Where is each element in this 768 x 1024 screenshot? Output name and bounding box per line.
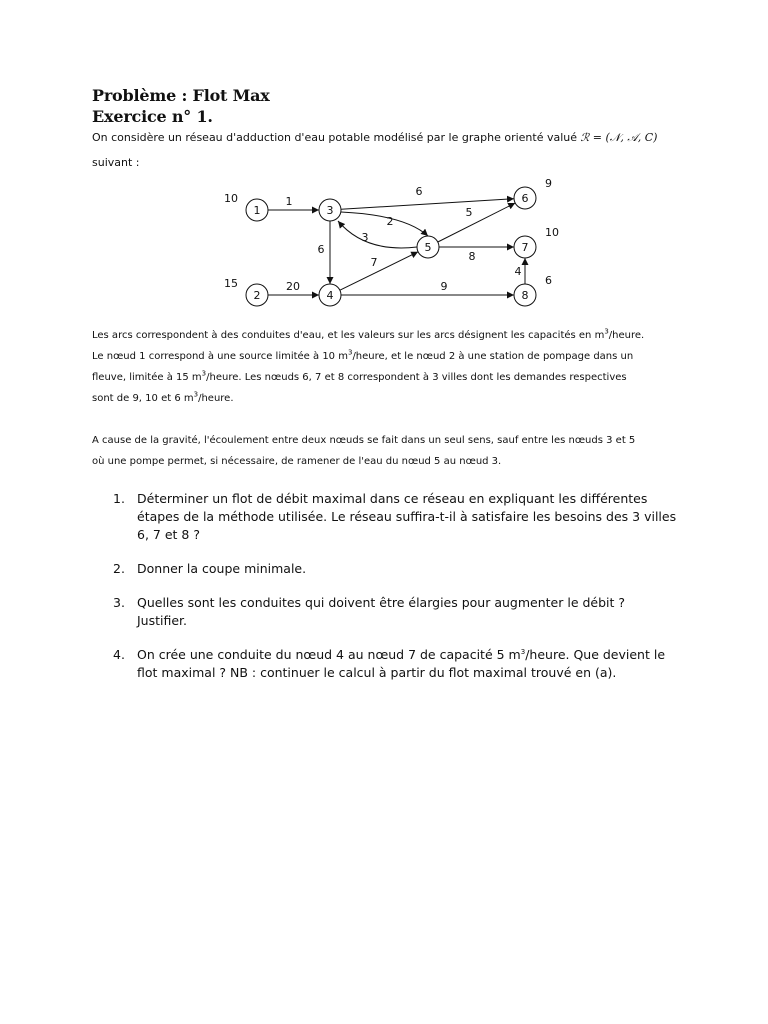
node-label: 7 (521, 241, 529, 254)
arc-capacity-label: 8 (468, 250, 476, 263)
para1-line4: sont de 9, 10 et 6 $m^3$/heure. (92, 390, 234, 404)
intro-line-2: suivant : (92, 156, 140, 169)
arc-3-5 (341, 212, 428, 236)
node-label: 1 (253, 204, 261, 217)
node-value-label: 10 (224, 192, 238, 205)
arc-capacity-label: 1 (285, 195, 293, 208)
node-label: 5 (424, 241, 432, 254)
question-list (113, 490, 677, 698)
page-title: Problème : Flot Max (92, 86, 270, 105)
para1-line1: Les arcs correspondent à des conduites d'eau, et les valeurs sur les arcs désignent les capacités en $m^3$/heure. (92, 327, 645, 341)
arc-capacity-label: 3 (361, 231, 369, 244)
node-label: 8 (521, 289, 529, 302)
question-text: Donner la coupe minimale. (137, 561, 307, 576)
question-text: On crée une conduite du nœud 4 au nœud 7 de capacité 5 $m^3$/heure. Que devient le flot maximal ? NB : continuer le calcul à partir du flot maximal trouvé en (a). (137, 647, 666, 680)
paragraph-gravity (92, 430, 682, 472)
para2-line2: où une pompe permet, si nécessaire, de ramener de l'eau du nœud 5 au nœud 3. (92, 456, 502, 467)
arc-capacity-label: 9 (440, 280, 448, 293)
arc-capacity-label: 5 (465, 206, 473, 219)
node-label: 4 (326, 289, 334, 302)
para2-line1: A cause de la gravité, l'écoulement entre deux nœuds se fait dans un seul sens, sauf entre les nœuds 3 et 5 (92, 435, 636, 446)
paragraph-arcs (92, 325, 682, 409)
arc-capacity-label: 4 (514, 265, 522, 278)
arc-capacity-label: 6 (415, 185, 423, 198)
flow-network-graph (215, 175, 575, 315)
graph-notation: ℛ = (𝒩, 𝒜, C) (580, 131, 658, 144)
node-value-label: 6 (545, 274, 552, 287)
exercise-heading: Exercice n° 1. (92, 107, 213, 126)
para1-line3: fleuve, limitée à 15 $m^3$/heure. Les nœuds 6, 7 et 8 correspondent à 3 villes dont les demandes respectives (92, 369, 627, 383)
question-1 (113, 490, 677, 544)
node-value-label: 9 (545, 177, 552, 190)
arc-5-6 (438, 203, 515, 242)
question-text: Quelles sont les conduites qui doivent être élargies pour augmenter le débit ? Justifier. (137, 595, 626, 628)
question-number: 1. (113, 491, 125, 506)
arc-4-5 (340, 252, 418, 290)
question-2 (113, 560, 677, 578)
node-label: 2 (253, 289, 261, 302)
para1-line2: Le nœud 1 correspond à une source limitée à 10 $m^3$/heure, et le nœud 2 à une station de pompage dans un (92, 348, 634, 362)
arc-5-3 (338, 221, 417, 248)
intro-text: On considère un réseau d'adduction d'eau potable modélisé par le graphe orienté valué (92, 131, 578, 144)
node-label: 6 (521, 192, 529, 205)
question-number: 4. (113, 647, 125, 662)
arc-capacity-label: 7 (370, 256, 378, 269)
question-3 (113, 594, 677, 630)
question-number: 3. (113, 595, 125, 610)
arc-capacity-label: 20 (286, 280, 300, 293)
question-text: Déterminer un flot de débit maximal dans ce réseau en expliquant les différentes étapes de la méthode utilisée. Le réseau suffira-t-il à satisfaire les besoins des 3 villes 6, 7 et 8 ? (137, 491, 677, 542)
node-label: 3 (326, 204, 334, 217)
arc-capacity-label: 6 (317, 243, 325, 256)
node-value-label: 15 (224, 277, 238, 290)
arc-3-6 (341, 199, 514, 210)
node-value-label: 10 (545, 226, 559, 239)
question-4 (113, 646, 677, 682)
question-number: 2. (113, 561, 125, 576)
intro-line-1 (92, 131, 657, 145)
arc-capacity-label: 2 (386, 215, 394, 228)
